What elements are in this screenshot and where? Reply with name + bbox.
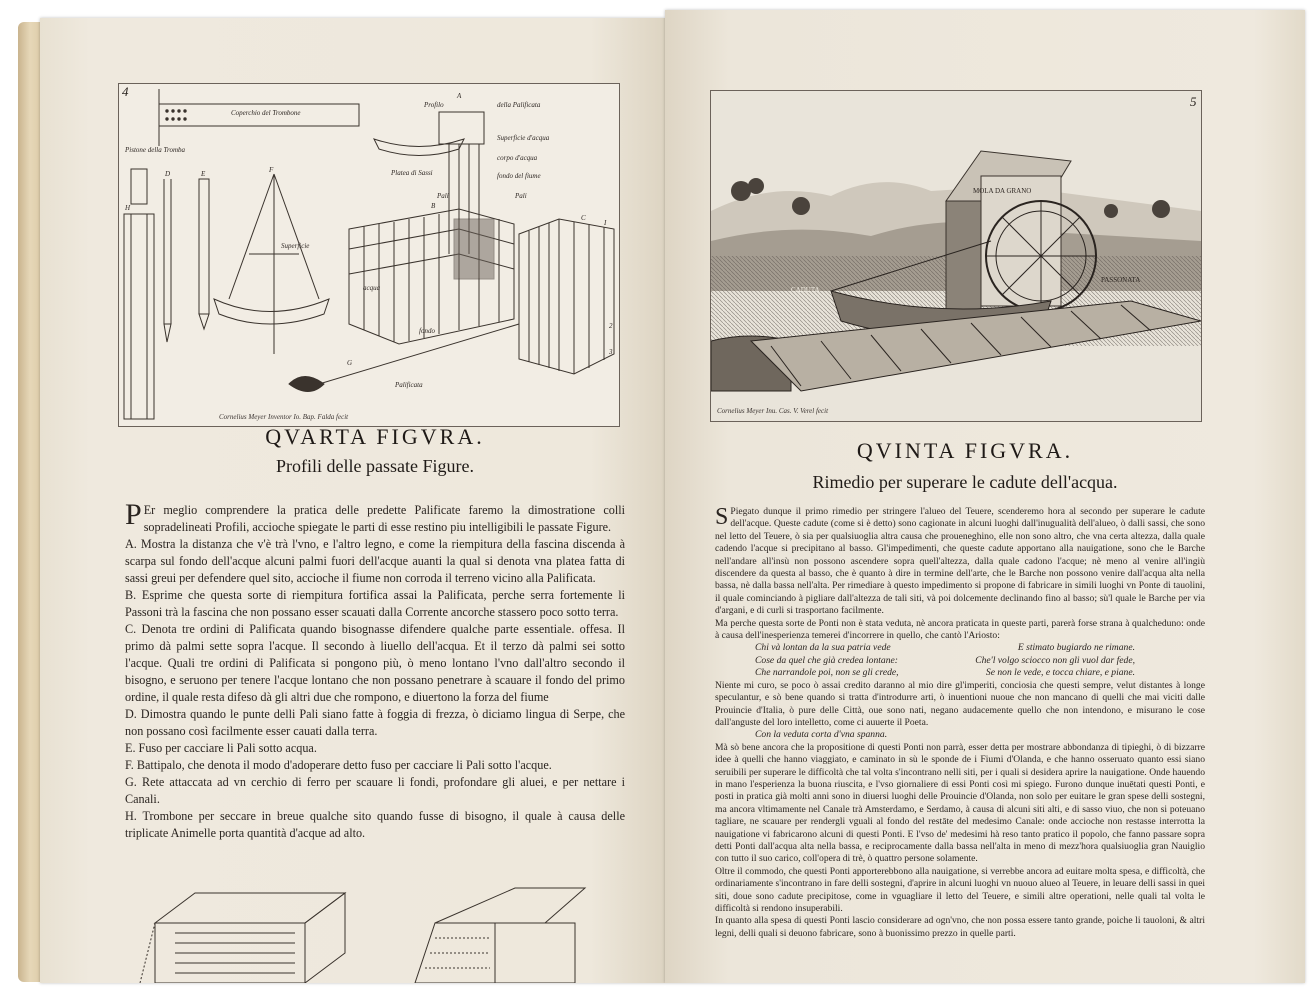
page-subtitle: Profili delle passate Figure. <box>276 456 474 476</box>
list-item: D. Dimostra quando le punte delli Pali siano fatte à foggia di frezza, ò diciamo lingua di Serpe, che non possano così facilmente esser cauati dalla terra. <box>125 707 625 738</box>
label-platea: Platea di Sassi <box>391 169 433 177</box>
plate-quarta-figura <box>118 83 620 427</box>
label-g: G <box>347 359 353 367</box>
plate-credit: Cornelius Meyer Inu. Cas. V. Verel fecit <box>717 407 829 415</box>
label-pali-2: Pali <box>515 192 527 200</box>
list-item: B. Esprime che questa sorte di riempitura fortifica assai la Palificata, perche serra fortemente li Passoni trà la fascina che non possano esser scauati dalla Corrente ancorche stassero poco sotto terra. <box>125 588 625 619</box>
label-e: E <box>201 170 206 178</box>
paragraph: Ma perche questa sorte de Ponti non è stata veduta, nè ancora praticata in queste parti, parerà forse strana à qualcheduno: onde à causa dell'inesperienza temerei d'incorrere in quello, che cantò l'Ariosto: <box>715 617 1205 642</box>
list-item: G. Rete attaccata ad vn cerchio di ferro per scauare li fondi, profondare gli aluei, e per nettare i Canali. <box>125 775 625 806</box>
label-h: H <box>125 204 131 212</box>
fascine-drawings <box>135 878 635 983</box>
label-fondo-fiume: fondo del fiume <box>497 172 541 180</box>
label-passonata: PASSONATA <box>1101 276 1141 284</box>
label-n2: 2 <box>609 322 613 330</box>
label-n3: 3 <box>609 348 613 356</box>
label-corpo-acqua: corpo d'acqua <box>497 154 538 162</box>
intro-paragraph: P Er meglio comprendere la pratica delle predette Palificate faremo la dimostratione colli sopradelineati Profili, accioche spiegate le parti di esse restino piu intelligibili le passate Figure. <box>125 498 625 534</box>
label-b: B <box>431 202 436 210</box>
paragraph: Niente mi curo, se poco ò assai credito daranno al mio dire gl'imperiti, conciosia che questi sempre, velut distantes à longe speculantur, e sò bene quando si tratta d'introdurre arti, ò inuentioni nuoue che non mancano di quelli che mai viciti dalle Prouincie d'Italia, ò pure delle Città, oue sono nati, negano audacemente quello che non intendono, e misurano le cose dall'anguste del loro intelletto, come ci auuerte il Poeta. <box>715 679 1205 728</box>
mill-sign: MOLA DA GRANO <box>973 187 1032 195</box>
page-subtitle: Rimedio per superare le cadute dell'acqua. <box>812 472 1118 492</box>
label-d: D <box>165 170 171 178</box>
label-pali-1: Pali <box>437 192 449 200</box>
drop-cap: P <box>125 498 142 531</box>
plate-quinta-figura <box>710 90 1202 422</box>
list-item: F. Battipalo, che denota il modo d'adoperare detto fuso per cacciare li Pali sotto l'acque. <box>125 758 552 772</box>
paragraph: S Piegato dunque il primo rimedio per stringere l'alueo del Teuere, scenderemo hora al secondo per superare le cadute dell'acque. Queste cadute (come si è detto) sono cagionate in alcuni luoghi dall'inugualità dell'alueo, ò dalli sassi, che sono nel letto del Teuere, ò sia per qualsiuoglia altra causa che proueneghino, elle non sono altro, che vna certa altezza, dalla quale cadendo l'acque si precipitano al basso. Gl'impedimenti, che queste cadute apportano alla nauigatione, sono che le Barche nell'andare all'insù non possono ascendere sopra quell'altezza, dalla quale cadono l'acque; nè meno al venire all'ingiù discendere da questa al basso, che è quanto à dire in termine dell'arte, che le Barche non possono venire dall'acqua alta nella bassa, nè dalla bassa nell'alta. Per rimediare à questo impedimento si propone di fabricare in simili luoghi vn Ponte di tauolini, il quale cominciando à pigliare dall'altezza de tali siti, và poi dolcemente declinando fino al basso; sù'l quale le Barche per via d'argani, e di curli si trasportano facilmente. <box>715 504 1205 617</box>
right-page <box>665 10 1305 983</box>
engraving-mola-da-grano <box>711 91 1201 421</box>
label-palificata: Palificata <box>395 381 423 389</box>
label-superficie-acqua: Superficie d'acqua <box>497 134 550 142</box>
page-title: QVARTA FIGVRA. <box>265 424 485 449</box>
label-a: A <box>457 92 462 100</box>
label-coperchio: Coperchio del Trombone <box>231 109 301 117</box>
label-della-palificata: della Palificata <box>497 101 541 109</box>
label-pistone: Pistone della Tromba <box>125 146 186 154</box>
paragraph: In quanto alla spesa di questi Ponti lascio considerare ad ogn'vno, che non possa essere tanto grande, poiche li tauoloni, & altri legni, delli quali si deuono fabricare, sono à buonissimo prezzo in quelle parti. <box>715 915 1205 939</box>
list-item: H. Trombone per seccare in breue qualche sito quando fusse di bisogno, il quale à causa delle triplicate Animelle porta quantità d'acque ad alto. <box>125 809 625 840</box>
list-item: E. Fuso per cacciare li Pali sotto acqua. <box>125 741 317 755</box>
body-text <box>715 506 1205 940</box>
drop-cap: S <box>715 504 729 530</box>
page-number: 5 <box>1190 94 1197 109</box>
body-text <box>125 498 625 842</box>
paragraph: Oltre il commodo, che questi Ponti apporterebbono alla nauigatione, si verrebbe ancora ad euitare molta spesa, e difficoltà, che ordinariamente s'incontrano in fare delli sostegni, d'aprire in alcuni luoghi vn nuouo alueo al Teuere, in leuare delli sassi in quei siti, doue sono cadute precipitose, come in vguagliare il letto del Teuere, e simili altre operationi, nelle quali tal volta le difficoltà si rendono insuperabili. <box>715 865 1205 914</box>
left-page <box>40 18 665 983</box>
label-caduta: CADUTA <box>791 286 820 294</box>
page-number: 4 <box>122 84 129 99</box>
page-title: QVINTA FIGVRA. <box>856 438 1074 463</box>
verse-line: Con la veduta corta d'vna spanna. <box>755 729 888 741</box>
label-acqua: acqua <box>363 284 381 292</box>
list-item: A. Mostra la distanza che v'è trà l'vno, e l'altro legno, e come la riempitura della fascina discenda à scarpa sul fondo dell'acque alcuni palmi fuori dell'acque auanti la qual si denota vna platea fatta di sassi greui per defendere quel sito, accioche il fiume non corroda il terreno vicino alla Palificata. <box>125 537 625 585</box>
list-item: C. Denota tre ordini di Palificata quando bisognasse difendere qualche parte essentiale. offesa. Il primo dà palmi sette sopra l'acque. Il secondo à liuello dell'acqua. Et il terzo dà palmi sei sotto l'acque. Quali tre ordini di Palificata si pongono più, ò meno lontano l'vno dall'altro secondo il bisogno, e seruono per tenere l'acque lontano che non possano penetrare à scauare il fondo del primo ordine, il quale resta difeso dà gli altri due che rompono, e diuertono la forza del fiume <box>125 622 625 704</box>
paragraph: Mà sò bene ancora che la propositione di questi Ponti non parrà, esser detta per mostrare abbondanza di tipieghi, ò di bizzarre idee à quelli che hanno viaggiato, e caminato in sù le sponde de i Fiumi d'Olanda, e che hanno osseruato quanto essi siano seruibili per superare le difficoltà che tal volta s'incontrano nelli siti, per i quali si desidera aprire la nauigatione. Onde hauendo in mano l'esperienza la buona riuscita, e l'vso giornaliere di essi Ponti così mi spiego. Furono dunque inuētati questi Ponti, e posti in pratica già molti anni sono in diuersi luoghi delle Prouincie d'Olanda, non solo per euitare le gran spese delli sostegni, ma ancora vltimamente nel Canale trà Amsterdamo, e Serdamo, à causa di alcuni siti alti, e di sasso viuo, che non si poteuano tagliare, ne scauare per rendergli vguali al fondo del restāte del medesimo Canale: onde accioche non restasse interrotta la nauigatione vi fabricarono alcuni di questi Ponti. E l'vso de' medesimi hà reso tanto pratico il popolo, che fanno passare sopra detti Ponti dall'acqua alta nella bassa, e reciprocamente dalla bassa nell'alta in meno di mezz'hora qualsiuoglia gran Nauiglio con tutto il suo carico, coll'opera di trè, ò quattro persone solamente. <box>715 741 1205 865</box>
label-profilo: Profilo <box>424 101 444 109</box>
plate-credit: Cornelius Meyer Inventor Io. Bap. Falda fecit <box>219 413 349 421</box>
verse-line: Cose da quel che già credea lontane: Che'l volgo sciocco non gli vuol dar fede, <box>755 654 1135 666</box>
label-fondo: fondo <box>419 327 435 335</box>
label-c: C <box>581 214 586 222</box>
verse-line: Chi và lontan da la sua patria vede E stimato bugiardo ne rimane. <box>755 642 1135 654</box>
label-f: F <box>269 166 274 174</box>
label-superficie: Superficie <box>281 242 310 250</box>
label-i: I <box>604 219 607 227</box>
verse-line: Che narrandole poi, non se gli crede, Se non le vede, e tocca chiare, e piane. <box>755 667 1135 679</box>
